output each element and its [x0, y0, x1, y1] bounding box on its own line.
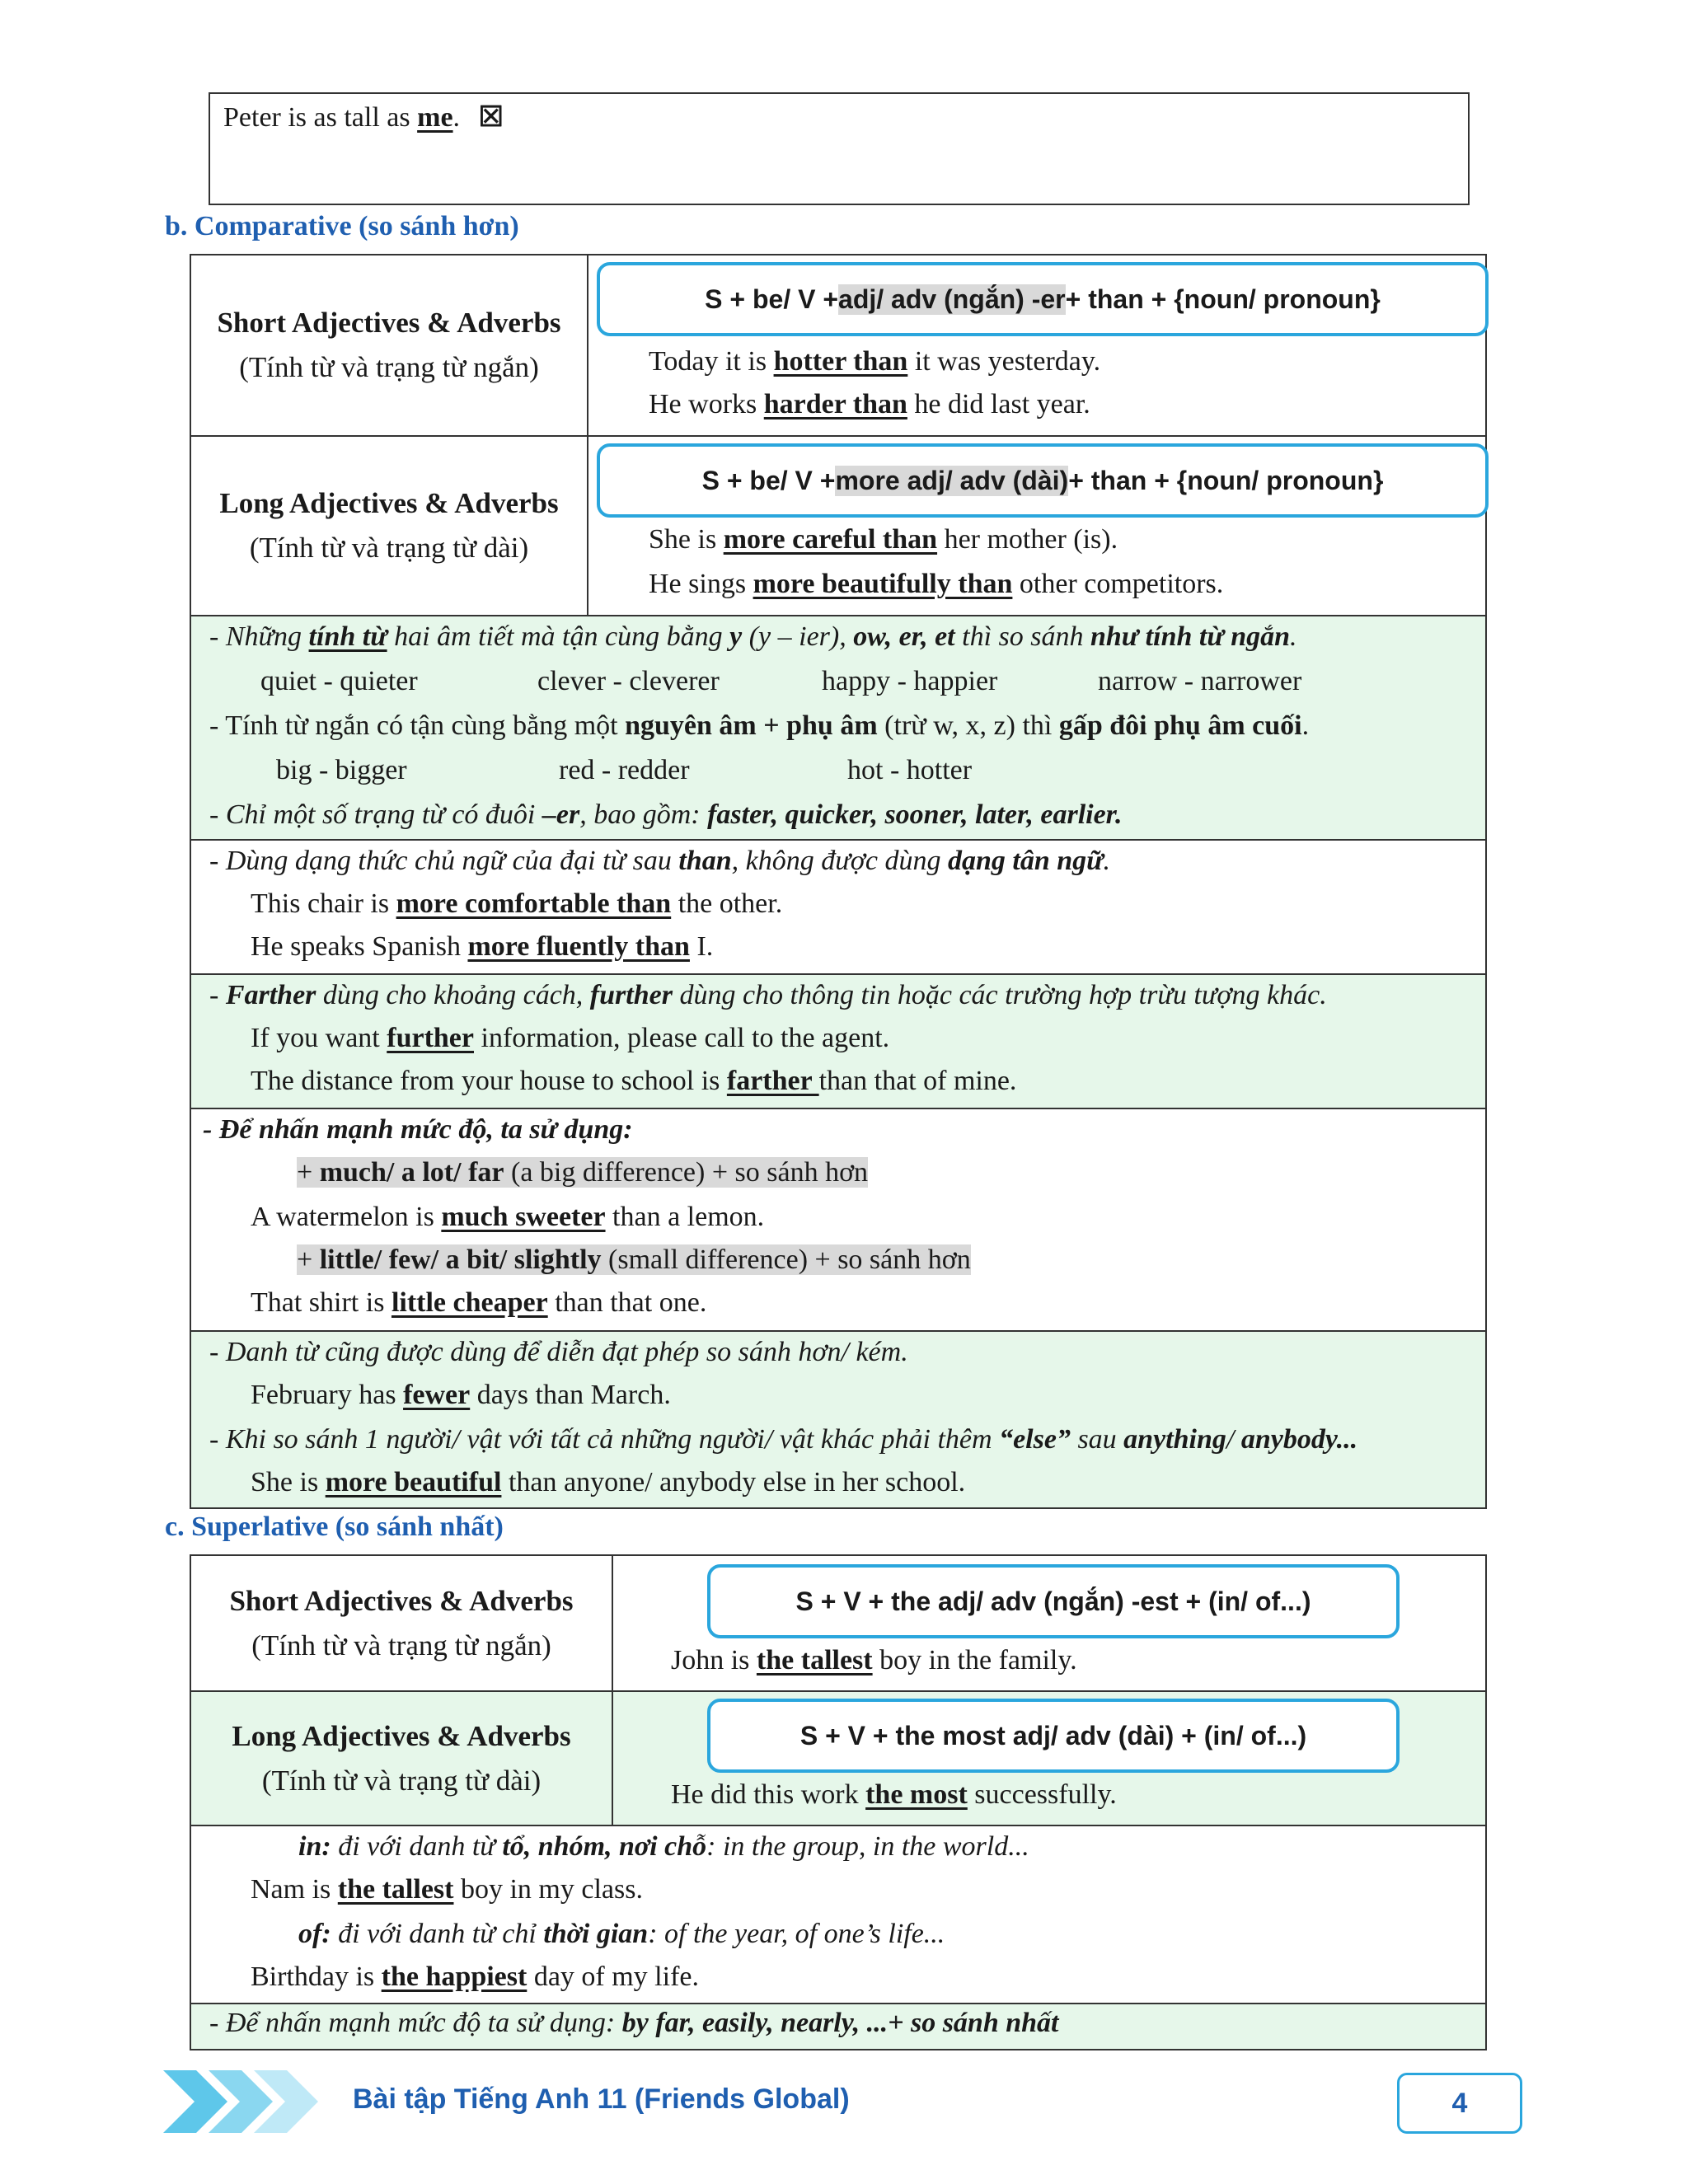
pair-item: narrow - narrower: [1098, 666, 1302, 696]
superlative-table: [190, 1554, 1487, 2050]
checkbox-x-icon: ☒: [478, 102, 504, 133]
long-sublabel: (Tính từ và trạng từ dài): [261, 1764, 542, 1797]
note-line: - Để nhấn mạnh mức độ, ta sử dụng:: [203, 1114, 633, 1145]
superlative-short-formula: S + V + the adj/ adv (ngắn) -est + (in/ of...): [707, 1564, 1400, 1638]
note-line: in: đi với danh từ tổ, nhóm, nơi chỗ: in the group, in the world...: [298, 1831, 1029, 1862]
comparative-short-formula: [597, 262, 1489, 336]
note-line: - Dùng dạng thức chủ ngữ của đại từ sau than, không được dùng dạng tân ngữ.: [209, 846, 1111, 876]
long-label: Long Adjectives & Adverbs: [219, 487, 559, 519]
short-label-cell: [191, 1556, 613, 1690]
example-line: The distance from your house to school is farther than that of mine.: [251, 1066, 1017, 1096]
chevron-arrows-icon: [163, 2070, 320, 2133]
emphasis-rule: + little/ few/ a bit/ slightly (small difference) + so sánh hơn: [297, 1244, 971, 1275]
example-period: .: [452, 102, 461, 133]
footer-title: Bài tập Tiếng Anh 11 (Friends Global): [353, 2083, 850, 2115]
example-box: [209, 92, 1470, 205]
example-line: She is more careful than her mother (is).: [649, 524, 1118, 555]
note-line: - Chỉ một số trạng từ có đuôi –er, bao gồm: faster, quicker, sooner, later, earlier.: [209, 799, 1123, 830]
short-label-cell: [191, 255, 588, 435]
long-label-cell: [191, 1692, 613, 1825]
short-sublabel: (Tính từ và trạng từ ngắn): [251, 1629, 551, 1661]
note-superlative-emphasis: [191, 2003, 1485, 2049]
page-number: 4: [1397, 2073, 1522, 2134]
note-nouns-else: [191, 1330, 1485, 1507]
comparative-table: [190, 254, 1487, 1509]
note-line: - Tính từ ngắn có tận cùng bằng một nguyên âm + phụ âm (trừ w, x, z) thì gấp đôi phụ âm cuối.: [209, 710, 1310, 741]
note-in-of: [191, 1825, 1485, 2003]
example-line: He sings more beautifully than other competitors.: [649, 569, 1224, 599]
example-line: He did this work the most successfully.: [671, 1779, 1117, 1810]
note-line: - Để nhấn mạnh mức độ ta sử dụng: by far, easily, nearly, ...+ so sánh nhất: [209, 2008, 1059, 2038]
formula-part: S + be/ V +: [701, 465, 836, 495]
example-line: He speaks Spanish more fluently than I.: [251, 931, 714, 962]
superlative-long-row: [191, 1690, 1485, 1825]
note-line: - Khi so sánh 1 người/ vật với tất cả những người/ vật khác phải thêm “else” sau anything/ anybody...: [209, 1424, 1358, 1455]
note-emphasis: [191, 1108, 1485, 1330]
formula-highlight: adj/ adv (ngắn) -er: [838, 284, 1066, 314]
example-line: That shirt is little cheaper than that one.: [251, 1287, 707, 1318]
note-farther-further: [191, 973, 1485, 1108]
note-line: - Farther dùng cho khoảng cách, further dùng cho thông tin hoặc các trường hợp trừu tượng khác.: [209, 980, 1327, 1010]
example-emphasis: me: [417, 102, 453, 133]
example-text: Peter is as tall as: [223, 102, 418, 133]
comparative-short-row: [191, 255, 1485, 435]
example-line: February has fewer days than March.: [251, 1380, 671, 1410]
short-label: Short Adjectives & Adverbs: [229, 1584, 574, 1617]
pair-item: quiet - quieter: [260, 666, 418, 696]
note-line: of: đi với danh từ chỉ thời gian: of the year, of one’s life...: [298, 1919, 945, 1949]
superlative-long-formula: S + V + the most adj/ adv (dài) + (in/ of...): [707, 1699, 1400, 1773]
note-line: - Những tính từ hai âm tiết mà tận cùng bằng y (y – ier), ow, er, et thì so sánh như tính từ ngắn.: [209, 621, 1297, 652]
formula-part: + than + {noun/ pronoun}: [1068, 465, 1384, 495]
example-line: John is the tallest boy in the family.: [671, 1645, 1077, 1675]
example-line: He works harder than he did last year.: [649, 389, 1090, 419]
long-label-cell: [191, 437, 588, 615]
formula-part: + than + {noun/ pronoun}: [1065, 284, 1381, 314]
formula-highlight: more adj/ adv (dài): [835, 465, 1069, 495]
pair-item: hot - hotter: [847, 755, 973, 785]
comparative-long-formula: [597, 443, 1489, 518]
formula-part: S + be/ V +: [705, 284, 839, 314]
pair-item: clever - cleverer: [537, 666, 720, 696]
section-c-title: c. Superlative (so sánh nhất): [165, 1511, 504, 1542]
superlative-short-row: [191, 1556, 1485, 1690]
short-sublabel: (Tính từ và trạng từ ngắn): [239, 351, 539, 383]
note-subject-pronoun: [191, 839, 1485, 973]
example-line: She is more beautiful than anyone/ anybody else in her school.: [251, 1467, 966, 1497]
note-two-syllable: [191, 615, 1485, 839]
pair-item: red - redder: [559, 755, 690, 785]
example-line: If you want further information, please call to the agent.: [251, 1023, 890, 1053]
example-line: Nam is the tallest boy in my class.: [251, 1874, 643, 1905]
pair-item: big - bigger: [276, 755, 407, 785]
example-line: A watermelon is much sweeter than a lemon.: [251, 1202, 765, 1232]
section-b-title: b. Comparative (so sánh hơn): [165, 211, 519, 241]
long-label: Long Adjectives & Adverbs: [232, 1719, 571, 1752]
emphasis-rule: + much/ a lot/ far (a big difference) + so sánh hơn: [297, 1157, 869, 1188]
long-sublabel: (Tính từ và trạng từ dài): [249, 532, 529, 564]
example-line: This chair is more comfortable than the other.: [251, 888, 783, 919]
comparative-long-row: [191, 435, 1485, 615]
example-line: Birthday is the happiest day of my life.: [251, 1961, 699, 1992]
pair-item: happy - happier: [822, 666, 998, 696]
note-line: - Danh từ cũng được dùng để diễn đạt phép so sánh hơn/ kém.: [209, 1337, 908, 1367]
short-label: Short Adjectives & Adverbs: [217, 307, 561, 339]
example-line: Today it is hotter than it was yesterday.: [649, 346, 1101, 377]
